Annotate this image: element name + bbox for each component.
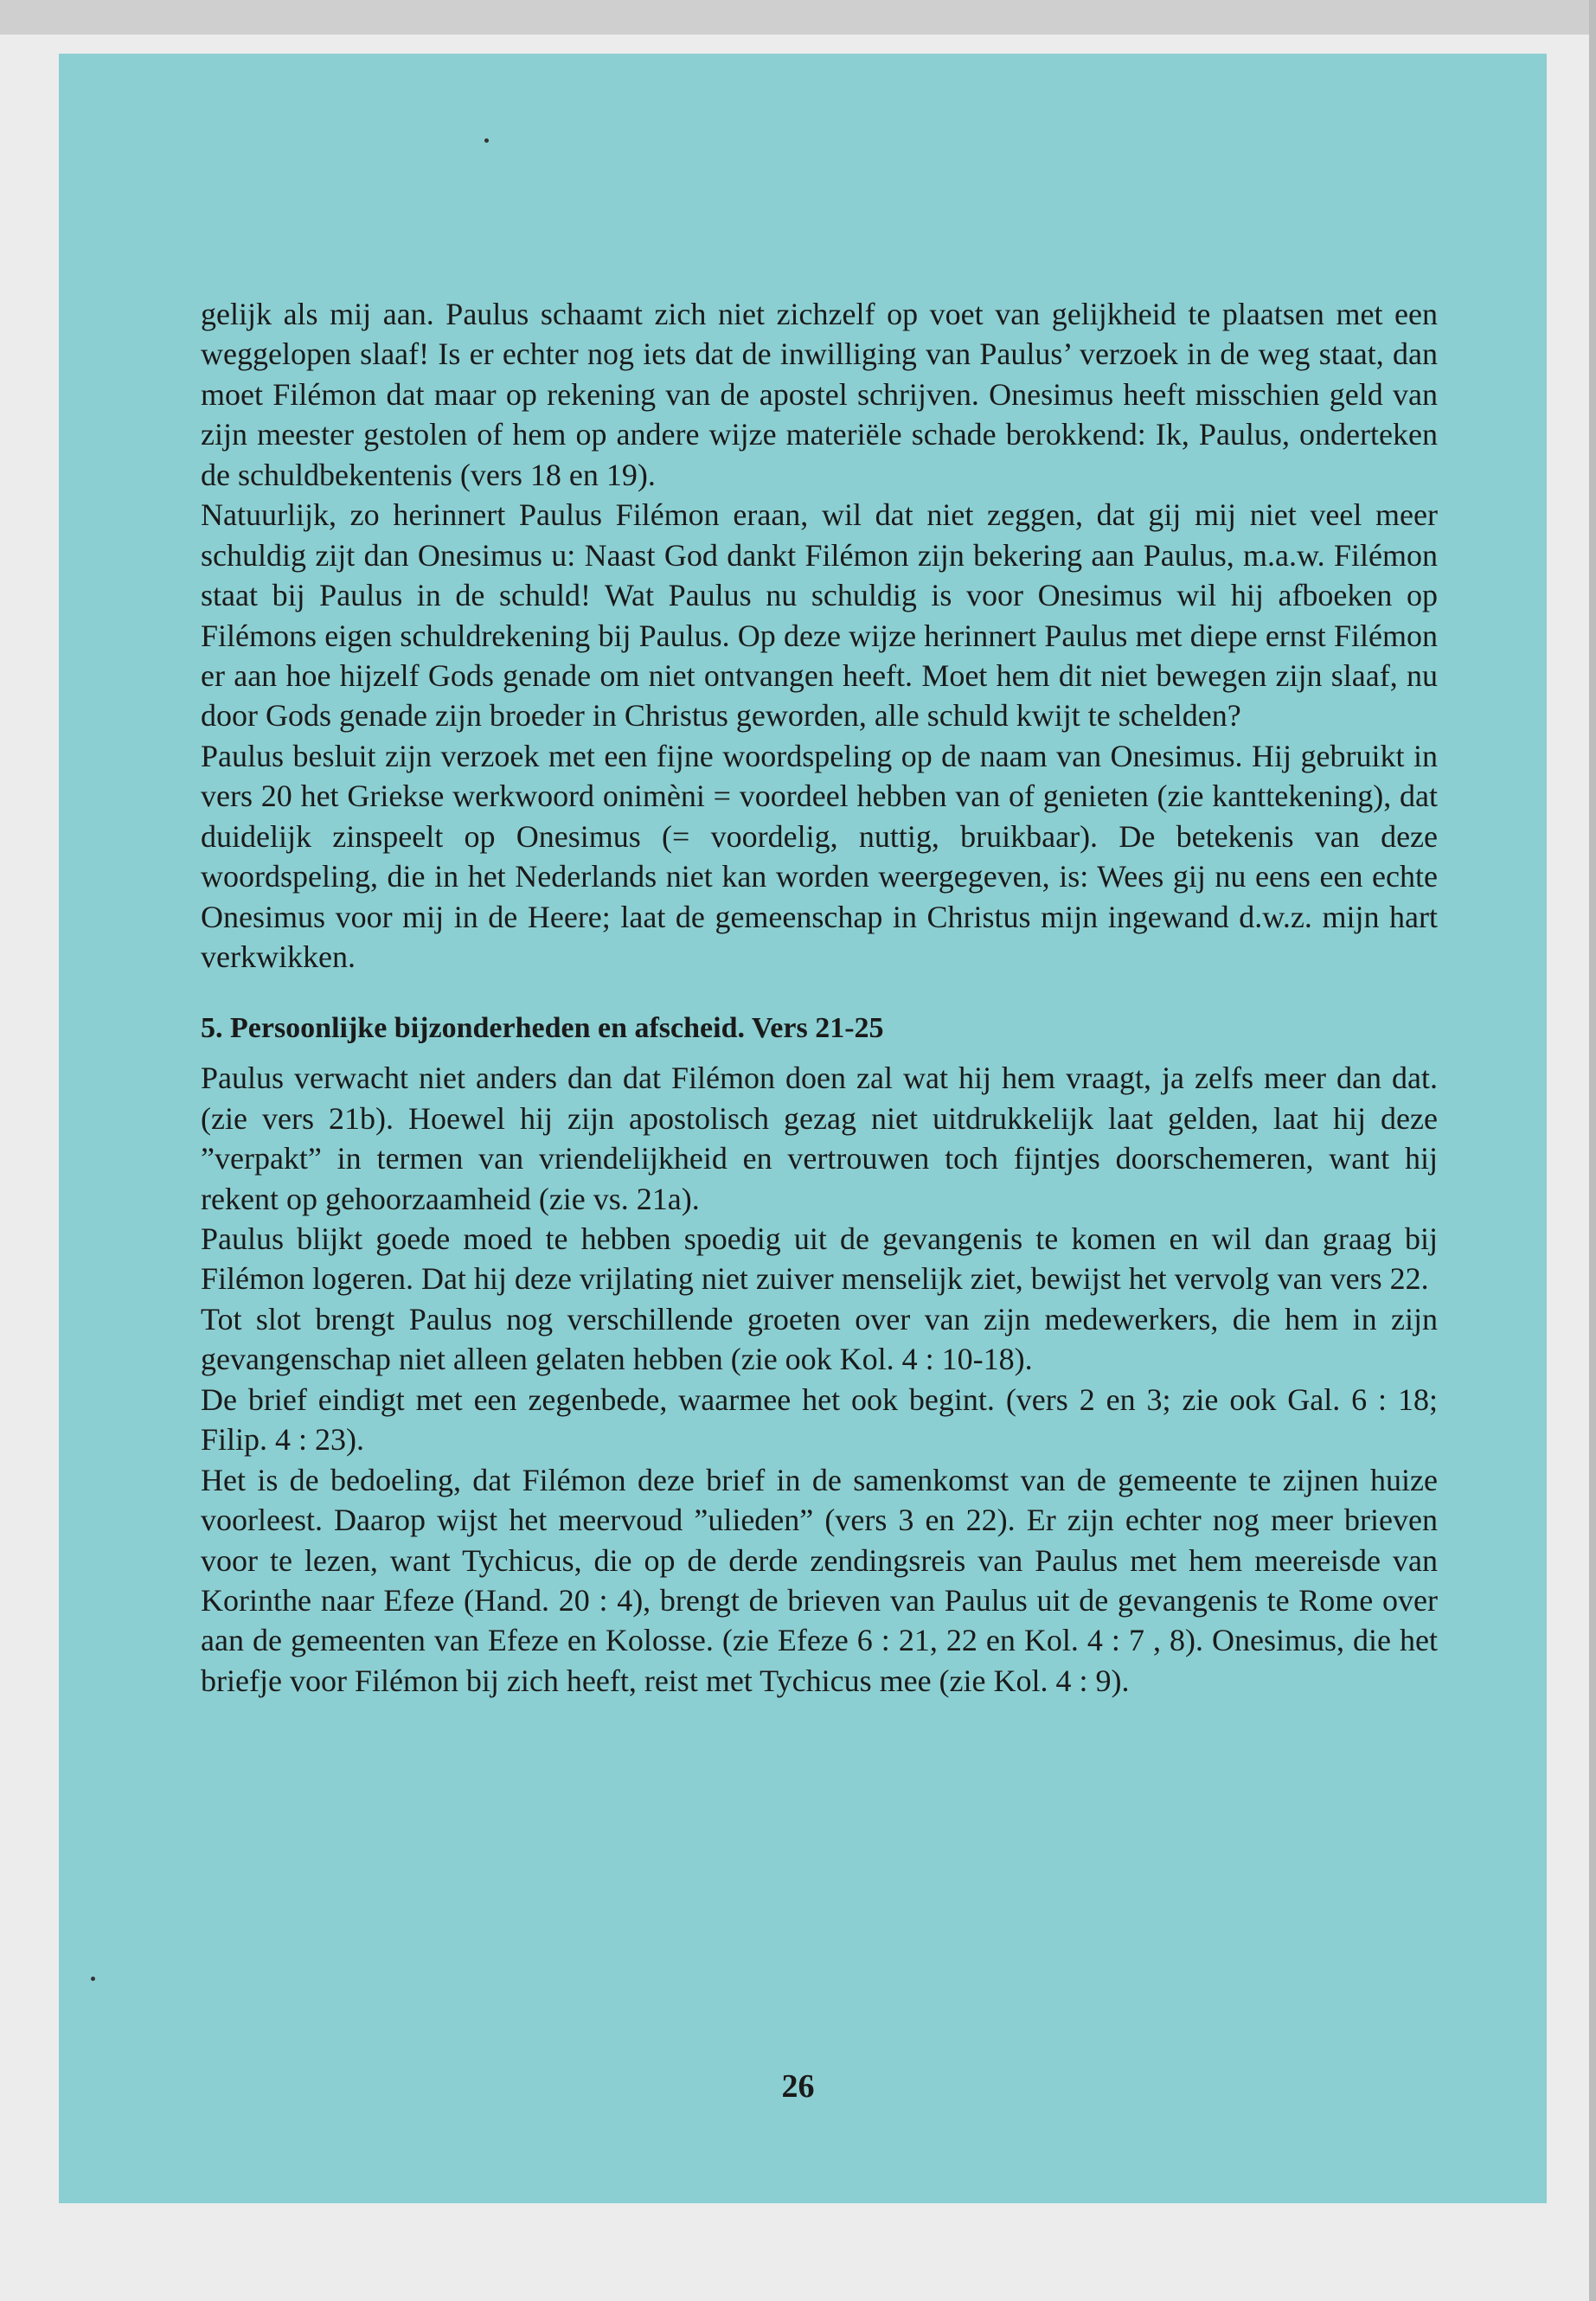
paragraph: Paulus blijkt goede moed te hebben spoedig uit de gevangenis te komen en wil dan graag bij Filémon logeren. Dat hij deze vrijlating niet zuiver menselijk ziet, bewijst het vervolg van vers 22. [201, 1221, 1438, 1297]
paragraph: Paulus besluit zijn verzoek met een fijne woordspeling op de naam van Onesimus. Hij gebruikt in vers 20 het Griekse werkwoord onimèni = voordeel hebben van of genieten (zie kanttekening), dat duidelijk zinspeelt op Onesimus (= voordelig, nuttig, bruikbaar). De betekenis van deze woordspeling, die in het Nederlands niet kan worden weergegeven, is: Wees gij nu eens een echte Onesimus voor mij in de Heere; laat de gemeenschap in Christus mijn ingewand d.w.z. mijn hart verkwikken. [201, 738, 1438, 974]
paragraph: De brief eindigt met een zegenbede, waarmee het ook begint. (vers 2 en 3; zie ook Gal. 6 : 18; Filip. 4 : 23). [201, 1381, 1438, 1458]
speck-dot [484, 138, 489, 143]
section-heading: 5. Persoonlijke bijzonderheden en afscheid. Vers 21-25 [201, 1012, 884, 1045]
paragraph: gelijk als mij aan. Paulus schaamt zich niet zichzelf op voet van gelijkheid te plaatsen met een weggelopen slaaf! Is er echter nog iets dat de inwilliging van Paulus’ verzoek in de weg staat, dan moet Filémon dat maar op rekening van de apostel schrijven. Onesimus heeft misschien geld van zijn meester gestolen of hem op andere wijze materiële schade berokkend: Ik, Paulus, onderteken de schuldbekentenis (vers 18 en 19). [201, 297, 1438, 492]
speck-dot [91, 1977, 95, 1981]
paragraph: Natuurlijk, zo herinnert Paulus Filémon eraan, wil dat niet zeggen, dat gij mij niet veel meer schuldig zijt dan Onesimus u: Naast God dankt Filémon zijn bekering aan Paulus, m.a.w. Filémon staat bij Paulus in de schuld! Wat Paulus nu schuldig is voor Onesimus wil hij afboeken op Filémons eigen schuldrekening bij Paulus. Op deze wijze herinnert Paulus met diepe ernst Filémon er aan hoe hijzelf Gods genade om niet ontvangen heeft. Moet hem dit niet bewegen zijn slaaf, nu door Gods genade zijn broeder in Christus geworden, alle schuld kwijt te schelden? [201, 497, 1438, 734]
body-text [201, 294, 1438, 1701]
paragraph: Tot slot brengt Paulus nog verschillende groeten over van zijn medewerkers, die hem in zijn gevangenschap niet alleen gelaten hebben (zie ook Kol. 4 : 10-18). [201, 1301, 1438, 1377]
paragraph: Paulus verwacht niet anders dan dat Filémon doen zal wat hij hem vraagt, ja zelfs meer dan dat. (zie vers 21b). Hoewel hij zijn apostolisch gezag niet uitdrukkelijk laat gelden, laat hij deze ”verpakt” in termen van vriendelijkheid en vertrouwen toch fijntjes doorschemeren, want hij rekent op gehoorzaamheid (zie vs. 21a). [201, 1061, 1438, 1216]
scan-right-edge [1589, 0, 1596, 2301]
paragraph: Het is de bedoeling, dat Filémon deze brief in de samenkomst van de gemeente te zijnen huize voorleest. Daarop wijst het meervoud ”ulieden” (vers 3 en 22). Er zijn echter nog meer brieven voor te lezen, want Tychicus, die op de derde zendingsreis van Paulus met hem meereisde van Korinthe naar Efeze (Hand. 20 : 4), brengt de brieven van Paulus uit de gevangenis te Rome over aan de gemeenten van Efeze en Kolosse. (zie Efeze 6 : 21, 22 en Kol. 4 : 7 , 8). Onesimus, die het briefje voor Filémon bij zich heeft, reist met Tychicus mee (zie Kol. 4 : 9). [201, 1462, 1438, 1698]
page-number: 26 [781, 2068, 815, 2105]
scan-top-edge [0, 0, 1596, 35]
